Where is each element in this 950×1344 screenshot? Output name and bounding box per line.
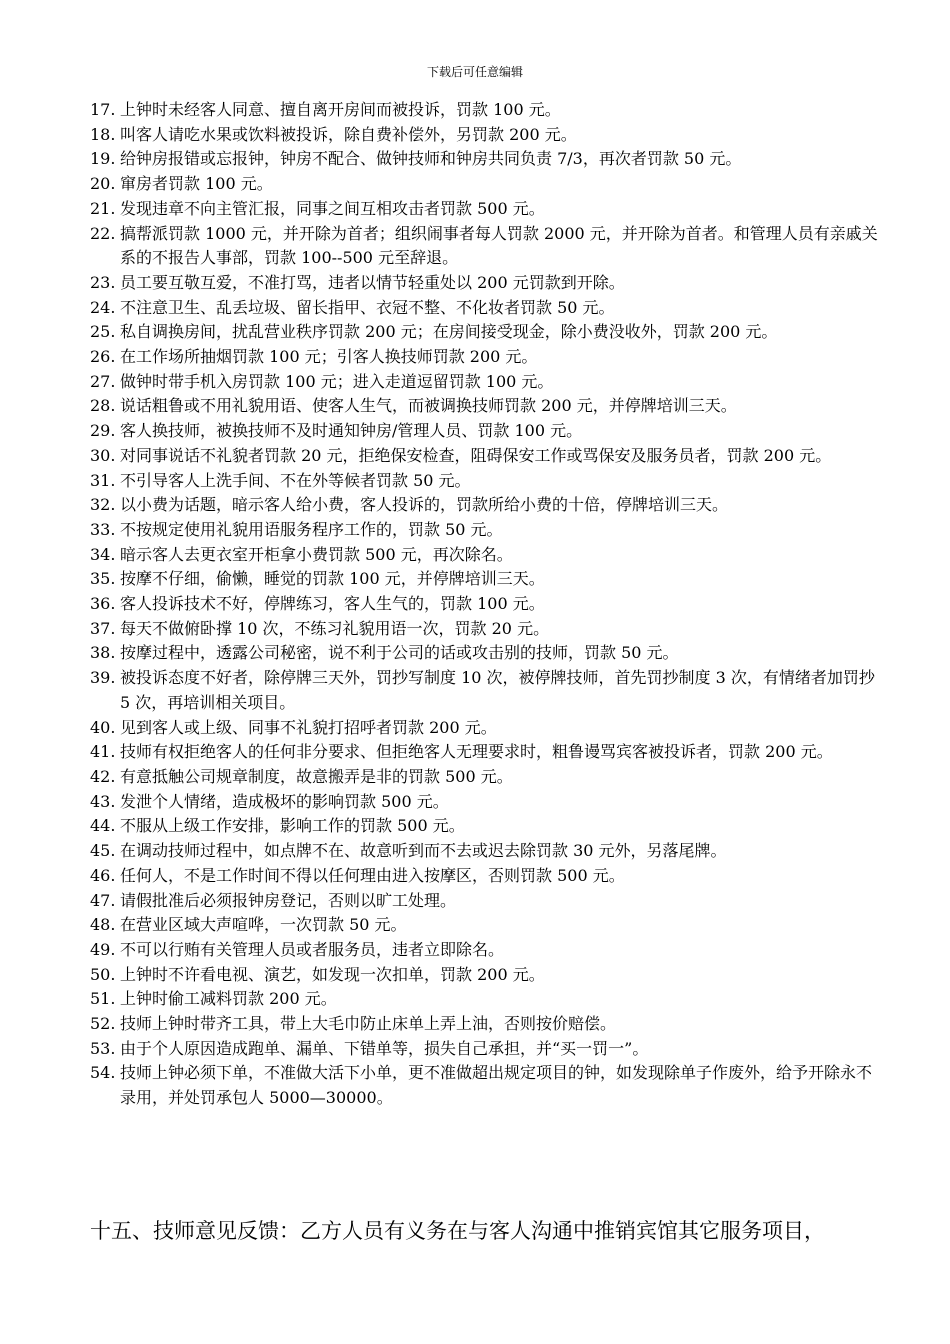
- rule-item: [90, 419, 880, 444]
- rule-text: 上钟时偷工减料罚款 200 元。: [120, 989, 337, 1009]
- rule-number: 29.: [90, 421, 116, 441]
- rule-text: 由于个人原因造成跑单、漏单、下错单等，损失自己承担，并“买一罚一”。: [120, 1038, 649, 1058]
- rule-item: [90, 394, 880, 419]
- rule-text: 被投诉态度不好者，除停牌三天外，罚抄写制度 10 次，被停牌技师，首先罚抄制度 3 次，有情绪者加罚抄 5 次，再培训相关项目。: [120, 668, 875, 712]
- rule-text: 不引导客人上洗手间、不在外等候者罚款 50 元。: [120, 470, 471, 490]
- rule-item: [90, 320, 880, 345]
- rule-number: 44.: [90, 816, 116, 836]
- rule-text: 以小费为话题，暗示客人给小费，客人投诉的，罚款所给小费的十倍，停牌培训三天。: [120, 495, 729, 515]
- rule-text: 上钟时不许看电视、演艺，如发现一次扣单，罚款 200 元。: [120, 964, 545, 984]
- rule-number: 43.: [90, 791, 116, 811]
- rule-text: 上钟时未经客人同意、擅自离开房间而被投诉，罚款 100 元。: [120, 100, 561, 119]
- rule-number: 20.: [90, 174, 116, 194]
- rule-item: [90, 592, 880, 617]
- rule-number: 41.: [90, 742, 116, 762]
- rule-number: 28.: [90, 396, 116, 416]
- rule-text: 做钟时带手机入房罚款 100 元；进入走道逗留罚款 100 元。: [120, 371, 554, 391]
- rule-text: 不可以行贿有关管理人员或者服务员，违者立即除名。: [120, 939, 505, 959]
- rule-number: 36.: [90, 594, 116, 614]
- rule-text: 按摩过程中，透露公司秘密，说不利于公司的话或攻击别的技师，罚款 50 元。: [120, 643, 679, 663]
- section-heading: 十五、技师意见反馈：乙方人员有义务在与客人沟通中推销宾馆其它服务项目，: [90, 1219, 825, 1243]
- rule-item: [90, 666, 880, 715]
- rule-text: 发现违章不向主管汇报，同事之间互相攻击者罚款 500 元。: [120, 198, 545, 218]
- rule-item: [90, 987, 880, 1012]
- rule-text: 技师有权拒绝客人的任何非分要求、但拒绝客人无理要求时，粗鲁谩骂宾客被投诉者，罚款 200 元。: [120, 742, 833, 762]
- rule-item: [90, 617, 880, 642]
- rule-text: 搞帮派罚款 1000 元，并开除为首者；组织闹事者每人罚款 2000 元，并开除为首者。和管理人员有亲戚关系的不报告人事部，罚款 100--500 元至辞退。: [120, 223, 878, 268]
- rule-item: [90, 172, 880, 197]
- rule-text: 不注意卫生、乱丢垃圾、留长指甲、衣冠不整、不化妆者罚款 50 元。: [120, 297, 615, 317]
- rule-item: [90, 469, 880, 494]
- rule-item: [90, 716, 880, 741]
- rule-number: 26.: [90, 347, 116, 367]
- rule-item: [90, 1037, 880, 1062]
- rule-item: [90, 493, 880, 518]
- rule-item: [90, 814, 880, 839]
- rule-number: 48.: [90, 915, 116, 935]
- rule-number: 37.: [90, 618, 116, 638]
- rule-text: 在工作场所抽烟罚款 100 元；引客人换技师罚款 200 元。: [120, 347, 538, 367]
- rule-number: 18.: [90, 124, 116, 144]
- rule-number: 50.: [90, 964, 116, 984]
- rule-item: [90, 790, 880, 815]
- rule-item: [90, 1012, 880, 1037]
- rule-item: [90, 913, 880, 938]
- rule-number: 32.: [90, 495, 116, 515]
- rule-text: 叫客人请吃水果或饮料被投诉，除自费补偿外，另罚款 200 元。: [120, 124, 577, 144]
- rule-number: 39.: [90, 668, 116, 688]
- rule-number: 33.: [90, 519, 116, 539]
- rule-item: [90, 1061, 880, 1110]
- rule-number: 25.: [90, 322, 116, 342]
- rule-number: 45.: [90, 841, 116, 861]
- rule-number: 22.: [90, 223, 116, 243]
- rule-text: 发泄个人情绪，造成极坏的影响罚款 500 元。: [120, 791, 449, 811]
- rule-text: 技师上钟必须下单，不准做大活下小单，更不准做超出规定项目的钟，如发现除单子作废外，给予开除永不录用，并处罚承包人 5000—30000。: [120, 1063, 873, 1108]
- rule-text: 客人投诉技术不好，停牌练习，客人生气的，罚款 100 元。: [120, 594, 545, 614]
- rule-item: [90, 641, 880, 666]
- rule-item: [90, 147, 880, 172]
- rule-item: [90, 98, 880, 123]
- rule-text: 不服从上级工作安排，影响工作的罚款 500 元。: [120, 816, 465, 836]
- rule-number: 31.: [90, 470, 116, 490]
- rule-text: 暗示客人去更衣室开柜拿小费罚款 500 元，再次除名。: [120, 544, 513, 564]
- rule-item: [90, 839, 880, 864]
- rule-item: [90, 518, 880, 543]
- rule-number: 47.: [90, 890, 116, 910]
- rule-text: 在调动技师过程中，如点牌不在、故意听到而不去或迟去除罚款 30 元外，另落尾牌。: [120, 841, 727, 861]
- rule-number: 54.: [90, 1063, 116, 1083]
- rule-item: [90, 222, 880, 271]
- rule-text: 见到客人或上级、同事不礼貌打招呼者罚款 200 元。: [120, 717, 497, 737]
- rule-text: 有意抵触公司规章制度，故意搬弄是非的罚款 500 元。: [120, 766, 513, 786]
- rule-text: 说话粗鲁或不用礼貌用语、使客人生气，而被调换技师罚款 200 元，并停牌培训三天。: [120, 396, 737, 416]
- rule-number: 40.: [90, 717, 116, 737]
- rule-text: 客人换技师，被换技师不及时通知钟房/管理人员、罚款 100 元。: [120, 421, 583, 441]
- rule-text: 每天不做俯卧撑 10 次，不练习礼貌用语一次，罚款 20 元。: [120, 618, 550, 638]
- rule-number: 35.: [90, 569, 116, 589]
- rule-number: 27.: [90, 371, 116, 391]
- rule-item: [90, 345, 880, 370]
- rule-text: 窜房者罚款 100 元。: [120, 174, 273, 194]
- page-header: 下载后可任意编辑: [426, 65, 523, 79]
- rule-number: 52.: [90, 1014, 116, 1034]
- rule-number: 19.: [90, 149, 116, 169]
- rule-number: 24.: [90, 297, 116, 317]
- rule-number: 21.: [90, 198, 116, 218]
- rule-item: [90, 889, 880, 914]
- rule-number: 53.: [90, 1038, 116, 1058]
- rule-item: [90, 864, 880, 889]
- rule-number: 23.: [90, 272, 116, 292]
- rule-number: 49.: [90, 939, 116, 959]
- rule-number: 46.: [90, 865, 116, 885]
- rule-item: [90, 296, 880, 321]
- rule-number: 51.: [90, 989, 116, 1009]
- rule-text: 私自调换房间，扰乱营业秩序罚款 200 元；在房间接受现金，除小费没收外，罚款 200 元。: [120, 322, 778, 342]
- rule-text: 技师上钟时带齐工具，带上大毛巾防止床单上弄上油，否则按价赔偿。: [120, 1014, 617, 1034]
- rule-item: [90, 123, 880, 148]
- rule-text: 按摩不仔细，偷懒，睡觉的罚款 100 元，并停牌培训三天。: [120, 569, 545, 589]
- rule-text: 对同事说话不礼貌者罚款 20 元，拒绝保安检查，阻碍保安工作或骂保安及服务员者，罚款 200 元。: [120, 445, 832, 465]
- rule-item: [90, 765, 880, 790]
- rule-item: [90, 444, 880, 469]
- rule-number: 17.: [90, 100, 116, 119]
- rule-text: 员工要互敬互爱，不准打骂，违者以情节轻重处以 200 元罚款到开除。: [120, 272, 625, 292]
- rule-item: [90, 963, 880, 988]
- rule-text: 给钟房报错或忘报钟，钟房不配合、做钟技师和钟房共同负责 7/3，再次者罚款 50 元。: [120, 149, 742, 169]
- rule-text: 请假批准后必须报钟房登记，否则以旷工处理。: [120, 890, 457, 910]
- rule-number: 30.: [90, 445, 116, 465]
- rule-item: [90, 370, 880, 395]
- rule-item: [90, 543, 880, 568]
- rule-text: 在营业区域大声喧哗，一次罚款 50 元。: [120, 915, 407, 935]
- rule-item: [90, 197, 880, 222]
- rule-item: [90, 938, 880, 963]
- rule-text: 任何人，不是工作时间不得以任何理由进入按摩区，否则罚款 500 元。: [120, 865, 625, 885]
- rule-item: [90, 740, 880, 765]
- rule-item: [90, 271, 880, 296]
- rule-number: 38.: [90, 643, 116, 663]
- rules-list: [90, 98, 880, 1111]
- rule-number: 42.: [90, 766, 116, 786]
- rule-text: 不按规定使用礼貌用语服务程序工作的，罚款 50 元。: [120, 519, 503, 539]
- rule-number: 34.: [90, 544, 116, 564]
- rule-item: [90, 567, 880, 592]
